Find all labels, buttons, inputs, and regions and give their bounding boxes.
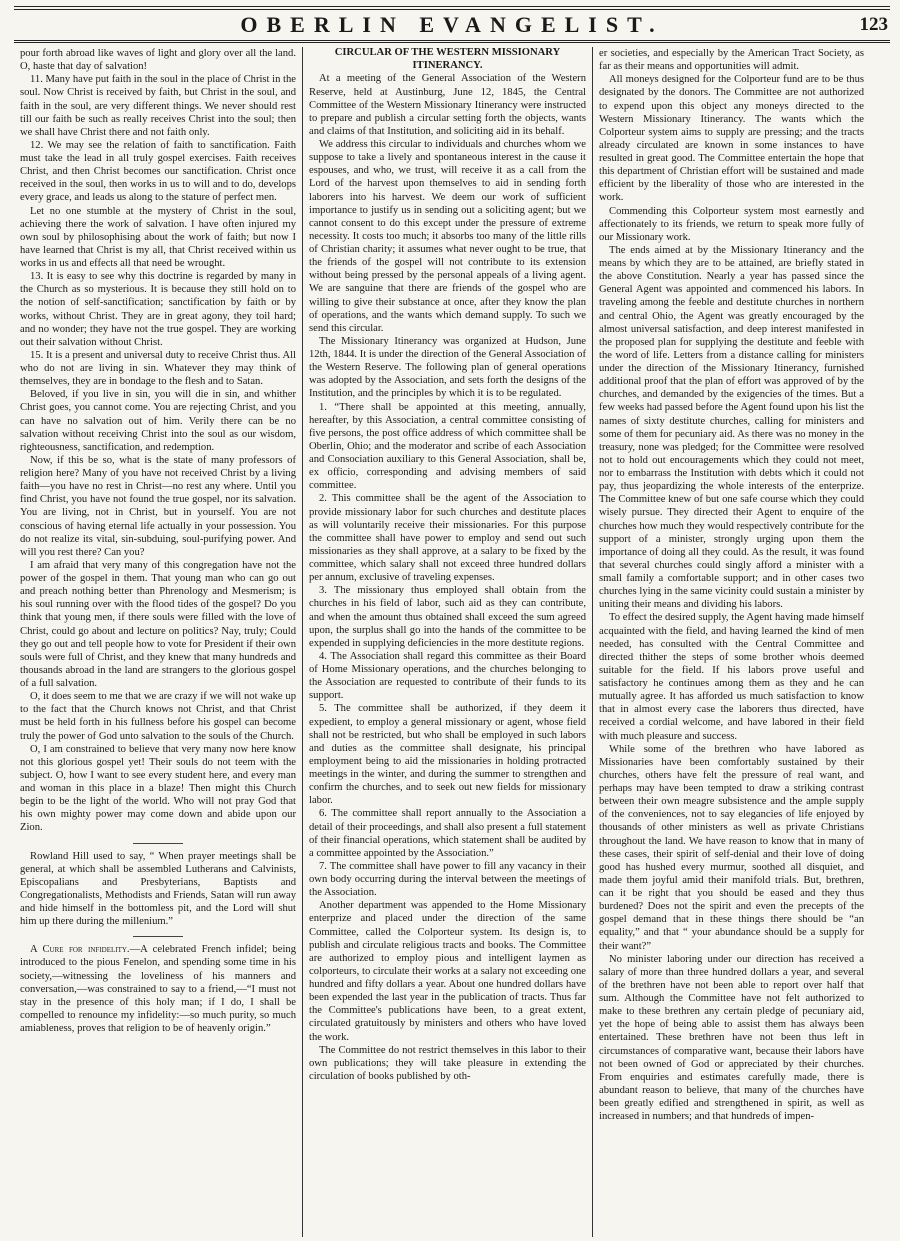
- paragraph: 11. Many have put faith in the soul in the place of Christ in the soul. Now Christ is received by faith, but Christ in the soul, and faith in the soul, are very different things. We never should rest till our faith be such as really receives Christ into the soul; then we shall have Christ there and not faith only.: [20, 74, 296, 138]
- paragraph: The ends aimed at by the Missionary Itinerancy and the means by which they are to be attained, are briefly stated in the above Constitution. Nearly a year has passed since the General Agent was appointed and commenced his labors. In traveling among the feeble and destitute churches in northern and central Ohio, the Agent was greatly encouraged by the almost universal satisfaction, and deep interest manifested in the proposed plan for supplying the destitute and feeble with the word of life. Letters from a distance calling for ministers under the direction of the Missionary Itinerancy, furnished additional proof that the plan of effort was approved of by the churches, and demanded by the exigencies of the times. But a few weeks had passed before the Agent found upon his list the names of sixty destitute churches, calling for ministers and some of them for pecuniary aid. As there was no money in the treasury, none was pledged; for the Committee were resolved not to hold out encouragements which they could not meet, nor to embarrass the Institution with debts which it could not pay, thus jeopardizing the whole interests of the enterprize. The Committee knew of but one safe course which they could wisely pursue. They directed their Agent to enquire of the churches how much they would respectively contribute for the support of a minister, strongly urging upon them the importance of doing all they could. As the result, it was found that several churches could singly afford a minister with a small family a comfortable support; and in other cases two churches lying in the same vicinity could sustain a minister by uniting their means and dividing his labors.: [599, 244, 864, 611]
- paragraph: 3. The missionary thus employed shall obtain from the churches in his field of labor, such aid as they can contribute, and when the amount thus obtained shall exceed the sum agreed upon, the surplus shall go into the hands of the committee to be expended in supplying deficiencies in the more destitute regions.: [309, 585, 586, 649]
- paragraph: We address this circular to individuals and churches whom we suppose to take a lively and spontaneous interest in the cause it espouses, and who, we trust, will receive it as a call from the Lord of the harvest upon themselves to aid in sending forth laborers into his harvest. We deem our work of sufficient importance to justify us in sending out a soliciting agent; but we cannot consent to do this except under the pressure of extreme necessity. It costs too much; it absorbs too many of the little rills of Christian charity; it assumes what never ought to be true, that the friends of the gospel will not contribute to its extension without being pressed by the personal appeals of a living agent. We are sanguine that there are friends of the gospel who are willing to give their substance at once, after they know the plan of operations, and the wants which demand supply. To such we send this circular.: [309, 139, 586, 334]
- paragraph: er societies, and especially by the American Tract Society, as far as their means and opportunities will admit.: [599, 48, 864, 73]
- paragraph: 13. It is easy to see why this doctrine is regarded by many in the Church as so mysterious. It is because they still hold on to the notion of self-sanctification; sanctification by faith or by works, without Christ. They are in great agony, they toil hard; and no wonder; they have not the true gospel. They are working out their salvation without Christ.: [20, 271, 296, 348]
- paragraph: At a meeting of the General Association of the Western Reserve, held at Austinburg, June 12, 1845, the Central Committee of the Western Missionary Itinerancy were instructed to prepare and publish a circular setting forth the objects, wants and claims of that Institution, and soliciting aid in its behalf.: [309, 73, 586, 137]
- paragraph: 1. “There shall be appointed at this meeting, annually, hereafter, by this Association, a central committee consisting of five persons, the post office address of which committee shall be Oberlin, Ohio; and the moderator and scribe of each Association and Consociation auxiliary to this General Association, shall be, ex officio, corresponding and advising members of said committee.: [309, 401, 586, 492]
- paragraph: The Committee do not restrict themselves in this labor to their own publications; they will take pleasure in extending the circulation of books published by oth-: [309, 1044, 586, 1082]
- paragraph: To effect the desired supply, the Agent having made himself acquainted with the field, and having learned the kind of men needed, has consulted with the Central Committee and directed thither the steps of some brother whois deemed suitable for the field. If his labors prove useful and satisfactory he continues among them as they and he can mutually agree. It has afforded us much satisfaction to know that in almost every case the laborers thus directed, have received a cordial welcome, and have labored in their field with much pleasure and success.: [599, 612, 864, 742]
- article-columns: [14, 47, 890, 1237]
- column-3: [592, 47, 870, 1237]
- paragraph: I am afraid that very many of this congregation have not the power of the gospel in them. That young man who can go out and preach nothing better than Phrenology and Mesmerism; is his soul running over with the flood tides of the gospel? Do you think that young men, if there souls were filled with the love of Christ, could go about and lecture on politics? Nay, truly; Could they go out and tell people how to vote for President if their own souls were full of Christ, and they knew that many hundreds and thousands abroad in the land are strangers to the glorious gospel of a full salvation.: [20, 559, 296, 689]
- paragraph: 15. It is a present and universal duty to receive Christ thus. All who do not are living in sin. Whatever they may think of themselves, they are in bondage to the flesh and to Satan.: [20, 349, 296, 388]
- paragraph: 7. The committee shall have power to fill any vacancy in their own body occurring during the interval between the meetings of the Association.: [309, 860, 586, 899]
- paragraph: No minister laboring under our direction has received a salary of more than three hundred dollars a year, and several of the brethren have not been able to report over half that sum. Although the Committee have not felt authorized to make to these brethren any certain pledge of pecuniary aid, yet the hope of being able to assist them has always been entertained. These brethren have not been thus left in circumstances of comparative want, because their labors have not been owned of God or appreciated by their churches. From enquiries and estimates carefully made, there is abundant reason to believe, that many of the churches have been greatly edified and strengthened in spirit, as well as increased in numbers; and that hundreds of impen-: [599, 953, 864, 1123]
- masthead-title: OBERLIN EVANGELIST.: [240, 12, 664, 37]
- item-body: —A celebrated French infidel; being introduced to the pious Fenelon, and spending some time in his society,—witnessing the loveliness of his manners and conversation,—was constrained to say to a friend,—“I must not stay in the presence of this holy man; if I do, I shall be compelled to renounce my infidelity:—so much purity, so much amiableness, proves that religion to be of heavenly origin.”: [20, 944, 296, 1034]
- section-divider: [133, 843, 183, 844]
- article-heading: CIRCULAR OF THE WESTERN MISSIONARY ITINERANCY.: [334, 47, 561, 71]
- column-2: [302, 47, 592, 1237]
- rowland-hill-quote: Rowland Hill used to say, “ When prayer meetings shall be general, at which shall be assembled Lutherans and Calvinists, Episcopalians and Presbyterians, Baptists and Congregationalists, Methodists and Friends, Satan will run away and hide himself in the bottomless pit, and the Lord will shut him up there during the millenium.”: [20, 850, 296, 928]
- paragraph: 6. The committee shall report annually to the Association a detail of their proceedings, and shall also present a full statement of their financial operations, which statement shall be audited by a committee appointed by the Association.”: [309, 808, 586, 859]
- paragraph: O, I am constrained to believe that very many now here know not this glorious gospel yet! Their souls do not teem with the subject. O, how I want to see every student here, and every man and woman in this place in a blaze! Then might this Church begin to be the light of the world. Who will not pray God that his own mighty power may come down and abide upon our Zion.: [20, 743, 296, 834]
- section-divider: [133, 936, 183, 937]
- item-heading: A Cure for infidelity.: [30, 944, 130, 956]
- paragraph: All moneys designed for the Colporteur fund are to be thus designated by the donors. The Committee are not authorized to expend upon this object any moneys directed to the Western Missionary Itinerancy. The wants which the Colporteur system aims to supply are pressing; and the tracts already circulated are known in some instances to have resulted in great good. The Committee entertain the hope that this department of Christian effort will be sustained and made efficient by the liberality of those who are interested in the work.: [599, 74, 864, 204]
- paragraph: 5. The committee shall be authorized, if they deem it expedient, to employ a general missionary or agent, whose field shall not be restricted, but who shall be employed in such labors and duties as the committee shall designate, his principal employment being to aid the missionaries in holding protracted meetings in the winter, and during the summer to strengthen and confirm the churches, and to seek out new fields for missionary labor.: [309, 703, 586, 807]
- paragraph: Now, if this be so, what is the state of many professors of religion here? Many of you have not received Christ by a living faith—you have no rest in Christ—no rest any where. Until you find Christ, you have not found the true gospel, nor its salvation. You are living, not in Christ, but in yourself. You are not conscious of having eternal life actually in your possession. You do not realize its vital, sin-subduing, soul-purifying power. And will you rest there? Can you?: [20, 454, 296, 558]
- paragraph: Beloved, if you live in sin, you will die in sin, and whither Christ goes, you cannot come. You are rejecting Christ, and you can have no salvation out of him. Verily there can be no salvation without receiving Christ into the soul as our wisdom, righteousness, sanctification, and redemption.: [20, 389, 296, 453]
- paragraph: Commending this Colporteur system most earnestly and affectionately to its friends, we return to speak more fully of our Missionary work.: [599, 205, 864, 243]
- paragraph: 2. This committee shall be the agent of the Association to provide missionary labor for such churches and destitute places as will voluntarily receive their missionaries. For this purpose the committee shall have power to employ and send out such missionaries as they shall approve, at a salary to be fixed by the committee, which salary shall not exceed three hundred dollars per annum, exclusive of traveling expenses.: [309, 493, 586, 584]
- paragraph: Another department was appended to the Home Missionary enterprize and placed under the direction of the same Committee, called the Colporteur system. Its design is, to publish and circulate religious tracts and books. The Committee are authorized to employ pious and intelligent laymen as colporteurs, to circulate their works at a salary not exceeding one hundred and fifty dollars a year. About one hundred dollars have been expended the last year in the publication of tracts. Thus far the Committee's publications have been, to a great extent, circulated gratuitously by ministers and others who have loved the work.: [309, 900, 586, 1043]
- paragraph: The Missionary Itinerancy was organized at Hudson, June 12th, 1844. It is under the direction of the General Association of the Western Reserve. The following plan of general operations was adopted by the Association, and sets forth the designs of the Institution, and the principles by which it is to be regulated.: [309, 335, 586, 400]
- paragraph: pour forth abroad like waves of light and glory over all the land. O, haste that day of salvation!: [20, 48, 296, 73]
- cure-for-infidelity-item: [20, 943, 296, 1035]
- column-1: [14, 47, 302, 1237]
- paragraph: 4. The Association shall regard this committee as their Board of Home Missionary operations, and the churches belonging to the Association are requested to contribute of their funds to its support.: [309, 650, 586, 702]
- paragraph: While some of the brethren who have labored as Missionaries have been comfortably sustained by their churches, others have felt the pressure of real want, and perhaps may have been tempted to draw a striking contrast between their own meagre subsistence and the ample supply of the conveniences, not to say elegancies of life enjoyed by thousands of other ministers as well as private Christians throughout the land. We have reason to know that in many of these cases, their spirit of self-denial and their love of doing good has hushed every murmur, soothed all disquiet, and made them joyful amid their manifold trials. But, brethren, can it be right that you should be eased and they thus burdened? Does not the spirit and even the precepts of the gospel demand that in these things there should be “an equality,” and that “ your abundance should be a supply for their want?”: [599, 743, 864, 952]
- page-number: 123: [859, 14, 888, 35]
- masthead: [14, 6, 890, 43]
- paragraph: Let no one stumble at the mystery of Christ in the soul, achieving there the work of salvation. I have often injured my own soul by philosophising about the work of faith; but now I have learned that Christ is my all, that Christ received within us works in us and effects all that need be wrought.: [20, 205, 296, 269]
- paragraph: 12. We may see the relation of faith to sanctification. Faith must take the lead in all truly gospel exercises. Faith receives Christ, and then Christ becomes our sanctification. Christ once received in the soul, then works in us to will and to do, develops every grace, and leads us along to the stature of perfect men.: [20, 139, 296, 204]
- paragraph: O, it does seem to me that we are crazy if we will not wake up to the fact that the Church knows not Christ, and that Christ must be held forth in his fullness before his gospel can become truly the power of God unto salvation to the souls of the Church.: [20, 691, 296, 742]
